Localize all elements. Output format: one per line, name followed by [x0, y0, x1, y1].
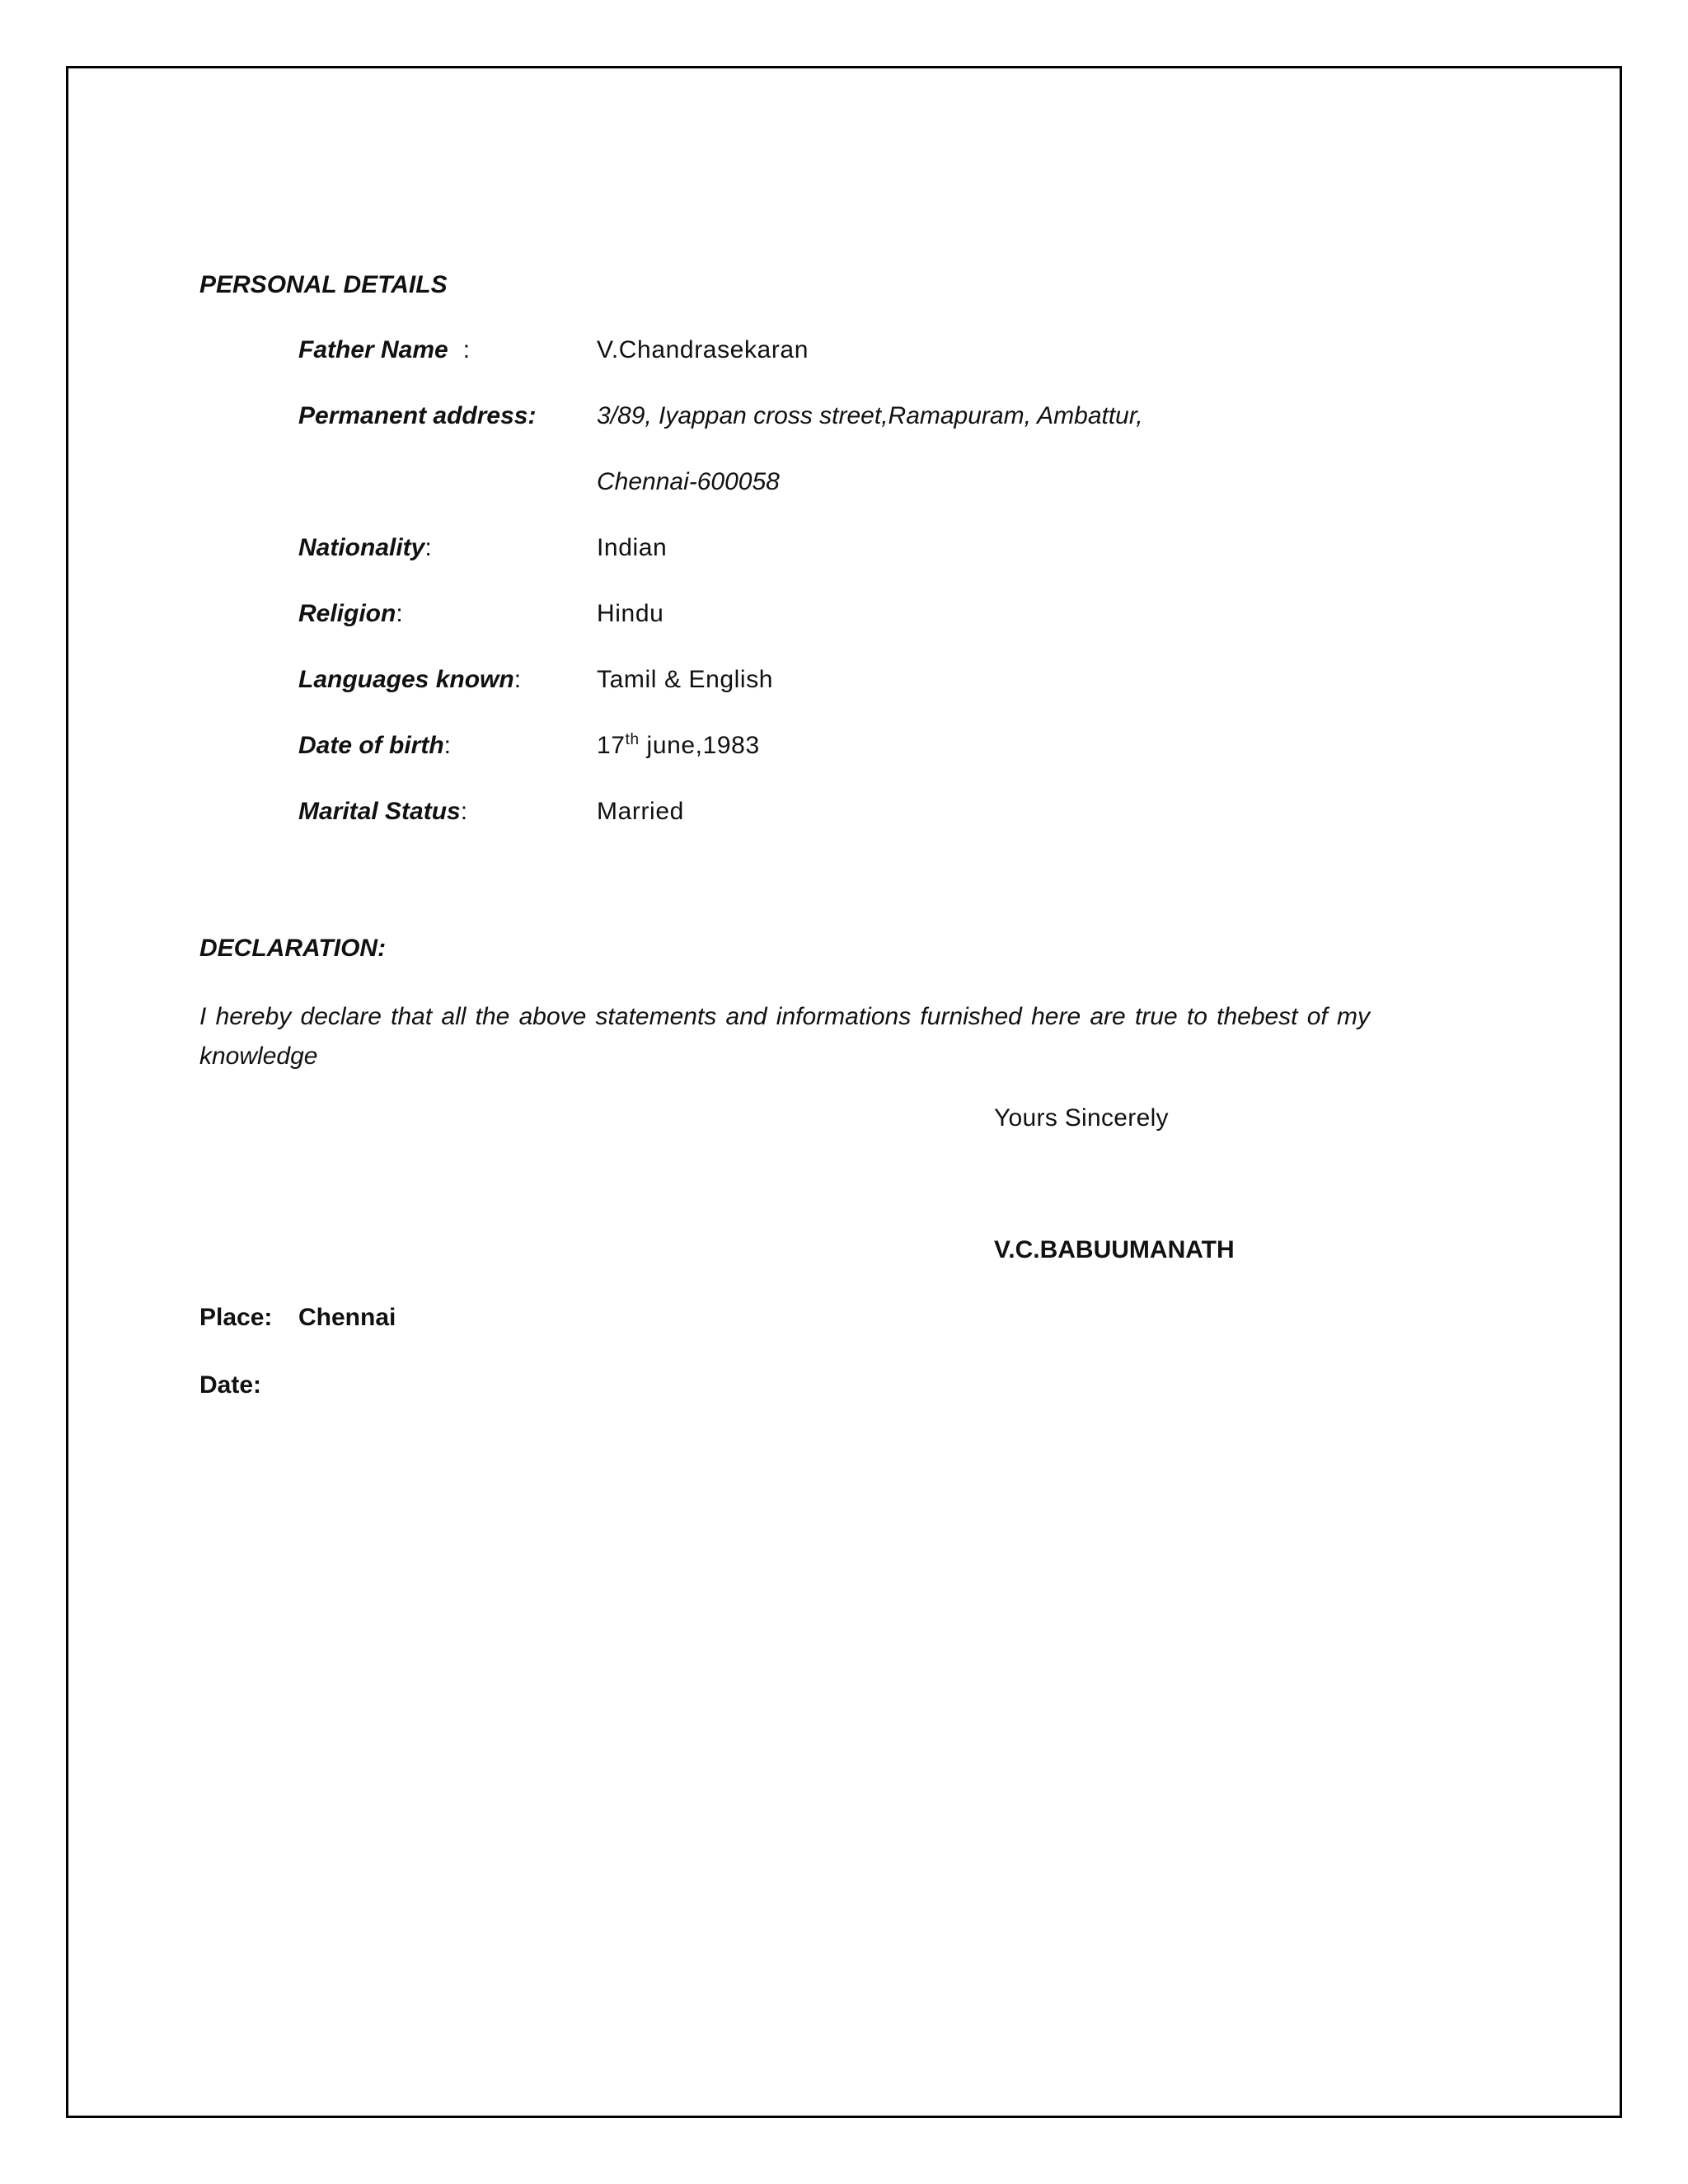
father-name-label: Father Name :: [298, 336, 471, 363]
marital-status-label: Marital Status:: [298, 798, 468, 825]
religion-label: Religion:: [298, 600, 403, 627]
declaration-text: I hereby declare that all the above statements and informations furnished here are true to thebest of my knowledge: [199, 1003, 1370, 1070]
religion-value: Hindu: [597, 600, 664, 627]
nationality-value: Indian: [597, 534, 668, 561]
place-value: Chennai: [298, 1304, 396, 1331]
date-of-birth-label: Date of birth:: [298, 732, 452, 759]
marital-status-value: Married: [597, 798, 684, 825]
date-label: Date:: [199, 1371, 262, 1399]
declaration-heading: DECLARATION:: [199, 935, 387, 962]
languages-known-value: Tamil & English: [597, 666, 774, 693]
permanent-address-line1: 3/89, Iyappan cross street,Ramapuram, Ambattur,: [597, 402, 1143, 429]
nationality-label: Nationality:: [298, 534, 432, 561]
permanent-address-label: Permanent address:: [298, 402, 537, 429]
father-name-value: V.Chandrasekaran: [597, 336, 809, 363]
permanent-address-line2: Chennai-600058: [597, 468, 780, 495]
languages-known-label: Languages known:: [298, 666, 522, 693]
date-of-birth-value: 17th june,1983: [597, 731, 760, 759]
signatory-name: V.C.BABUUMANATH: [994, 1236, 1235, 1263]
personal-details-heading: PERSONAL DETAILS: [199, 271, 448, 298]
yours-sincerely: Yours Sincerely: [994, 1104, 1169, 1132]
place-label: Place:: [199, 1304, 273, 1331]
page-border: [66, 66, 1622, 2118]
